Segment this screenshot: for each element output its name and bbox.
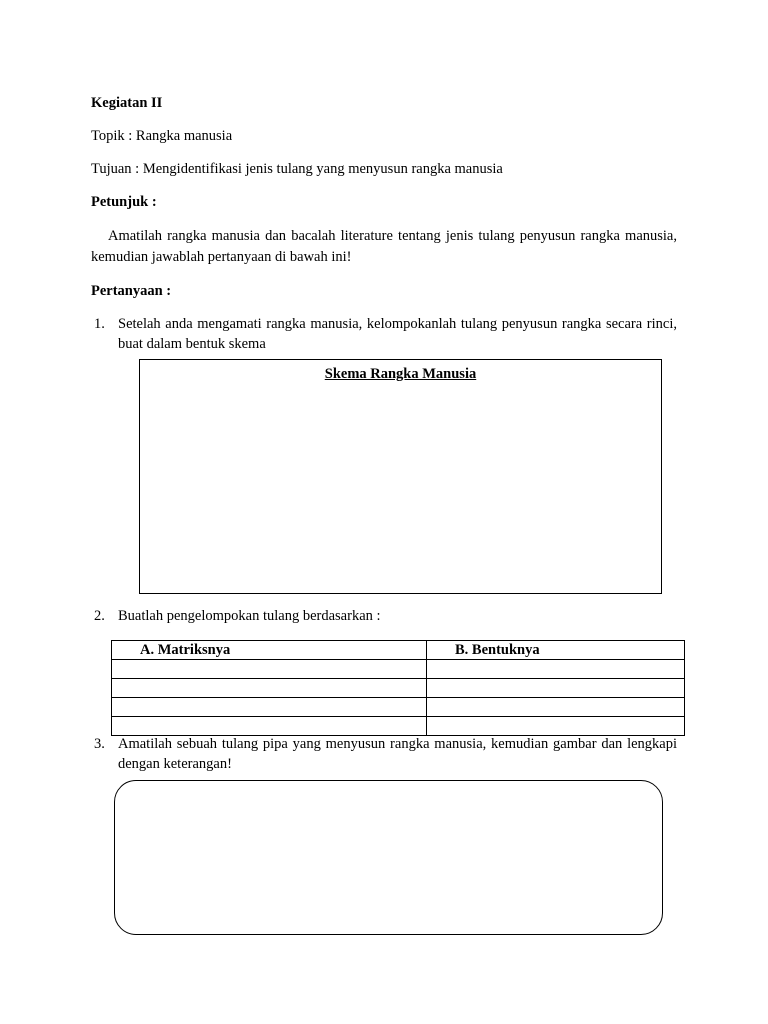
table-row xyxy=(112,717,685,736)
activity-heading: Kegiatan II xyxy=(91,95,163,111)
table-cell[interactable] xyxy=(427,660,685,679)
column-header-shape: B. Bentuknya xyxy=(427,641,685,660)
instructions-text: Amatilah rangka manusia dan bacalah literature tentang jenis tulang penyusun rangka manusia, kemudian jawablah pertanyaan di bawah ini! xyxy=(91,228,677,265)
table-cell[interactable] xyxy=(427,698,685,717)
column-header-matrix: A. Matriksnya xyxy=(112,641,427,660)
table-cell[interactable] xyxy=(112,679,427,698)
questions-label: Pertanyaan : xyxy=(91,283,172,299)
q2-number: 2. xyxy=(94,608,105,624)
table-cell[interactable] xyxy=(112,698,427,717)
table-row xyxy=(112,698,685,717)
q1-text: Setelah anda mengamati rangka manusia, kelompokanlah tulang penyusun rangka secara rinci, buat dalam bentuk skema xyxy=(118,316,677,352)
q3-text: Amatilah sebuah tulang pipa yang menyusun rangka manusia, kemudian gambar dan lengkapi dengan keterangan! xyxy=(118,736,677,772)
table-cell[interactable] xyxy=(427,679,685,698)
long-bone-drawing-box[interactable] xyxy=(114,780,663,935)
instructions-label: Petunjuk : xyxy=(91,194,157,210)
table-row xyxy=(112,679,685,698)
q1-number: 1. xyxy=(94,316,105,332)
table-cell[interactable] xyxy=(427,717,685,736)
q2-text: Buatlah pengelompokan tulang berdasarkan : xyxy=(118,608,381,624)
table-cell[interactable] xyxy=(112,717,427,736)
bone-grouping-table xyxy=(111,640,685,736)
skeleton-scheme-title: Skema Rangka Manusia xyxy=(324,366,477,382)
skeleton-scheme-box[interactable] xyxy=(139,359,662,594)
table-row xyxy=(112,660,685,679)
topic-line: Topik : Rangka manusia xyxy=(91,128,233,144)
q3-number: 3. xyxy=(94,736,105,752)
goal-line: Tujuan : Mengidentifikasi jenis tulang yang menyusun rangka manusia xyxy=(91,161,503,177)
table-cell[interactable] xyxy=(112,660,427,679)
